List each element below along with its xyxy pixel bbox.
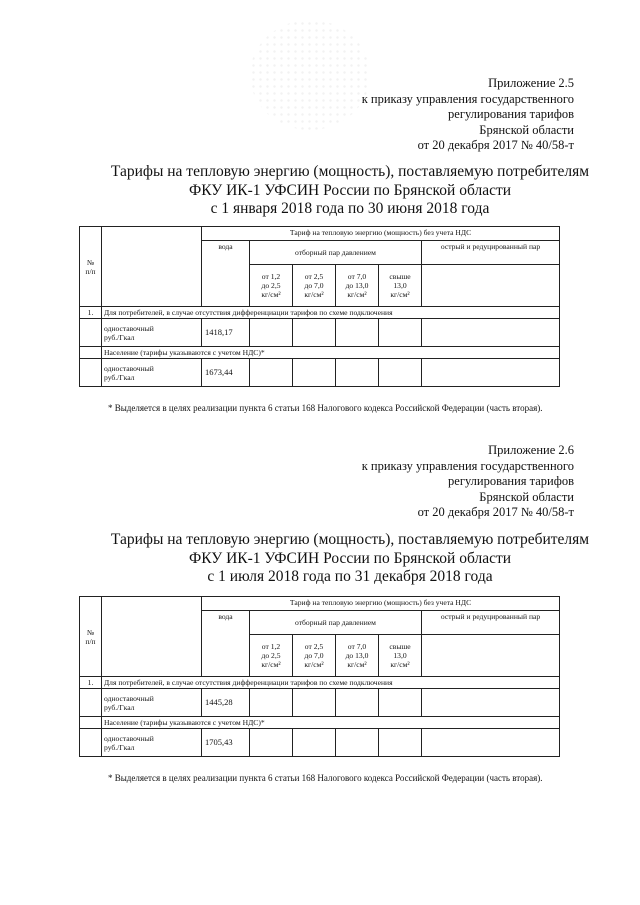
empty-cell [80,359,102,387]
population-water-value: 1705,43 [202,729,250,757]
empty-cell [336,319,379,347]
empty-cell [293,729,336,757]
pressure-header: от 2,5 до 7,0 кг/см² [293,635,336,677]
appendix-header-1 [362,76,574,154]
steam-header: отборный пар давлением [250,241,422,265]
water-header: вода [202,241,250,307]
pressure-header: от 1,2 до 2,5 кг/см² [250,265,293,307]
pressure-header: свыше 13,0 кг/см² [379,635,422,677]
empty-cell [250,319,293,347]
empty-cell [422,319,560,347]
population-water-value: 1673,44 [202,359,250,387]
consumers-water-value: 1418,17 [202,319,250,347]
appendix-number: Приложение 2.5 [488,76,574,90]
consumers-water-value: 1445,28 [202,689,250,717]
appendix-regulation-line: регулирования тарифов [448,474,574,488]
blank-header-cell [102,227,202,307]
empty-cell [336,689,379,717]
footnote-text: * Выделяется в целях реализации пункта 6 статьи 168 Налогового кодекса Российской Федерации (часть вторая). [108,773,543,783]
water-header: вода [202,611,250,677]
tariff-table-2 [79,596,560,757]
title-line: ФКУ ИК-1 УФСИН России по Брянской области [188,549,512,567]
appendix-date-line: от 20 декабря 2017 № 40/58-т [417,138,574,152]
title-line: с 1 июля 2018 года по 31 декабря 2018 года [207,568,493,585]
title-line: Тарифы на тепловую энергию (мощность), поставляемую потребителям [110,531,590,548]
empty-cell [422,359,560,387]
number-header: № п/п [80,227,102,307]
document-title-1 [60,163,640,219]
steam-header: отборный пар давлением [250,611,422,635]
footnote-1 [80,402,560,414]
sharp-steam-header: острый и редуцированный пар [422,241,560,265]
appendix-date-line: от 20 декабря 2017 № 40/58-т [417,505,574,519]
empty-cell [422,729,560,757]
appendix-number: Приложение 2.6 [488,443,574,457]
empty-cell [250,729,293,757]
footnote-text: * Выделяется в целях реализации пункта 6 статьи 168 Налогового кодекса Российской Федерации (часть вторая). [108,403,543,413]
appendix-region-line: Брянской области [479,489,574,504]
pressure-header: от 2,5 до 7,0 кг/см² [293,265,336,307]
title-line: Тарифы на тепловую энергию (мощность), поставляемую потребителям [110,163,590,180]
empty-cell [422,689,560,717]
empty-cell [379,689,422,717]
empty-cell [80,729,102,757]
blank-header-cell [102,597,202,677]
empty-cell [80,689,102,717]
row-number: 1. [80,307,102,319]
pressure-header: свыше 13,0 кг/см² [379,265,422,307]
empty-cell [293,319,336,347]
pressure-header: от 1,2 до 2,5 кг/см² [250,635,293,677]
consumers-label: Для потребителей, в случае отсутствия дифференциации тарифов по схеме подключения [102,677,560,689]
empty-cell [293,359,336,387]
empty-cell [80,319,102,347]
pressure-header: от 7,0 до 13,0 кг/см² [336,265,379,307]
tariff-header: Тариф на тепловую энергию (мощность) без учета НДС [202,227,560,241]
row-number: 1. [80,677,102,689]
empty-cell [379,729,422,757]
empty-cell [80,347,102,359]
population-label: Население (тарифы указываются с учетом НДС)* [102,347,560,359]
document-title-2 [60,531,640,587]
empty-cell [250,359,293,387]
pressure-header: от 7,0 до 13,0 кг/см² [336,635,379,677]
rate-label: одноставочный руб./Гкал [102,689,202,717]
empty-cell [250,689,293,717]
faint-stamp [250,20,370,130]
empty-cell [422,265,560,307]
rate-label: одноставочный руб./Гкал [102,729,202,757]
tariff-table-1 [79,226,560,387]
rate-label: одноставочный руб./Гкал [102,359,202,387]
empty-cell [336,359,379,387]
sharp-steam-header: острый и редуцированный пар [422,611,560,635]
empty-cell [379,319,422,347]
empty-cell [422,635,560,677]
empty-cell [293,689,336,717]
appendix-header-2 [362,443,574,521]
tariff-header: Тариф на тепловую энергию (мощность) без учета НДС [202,597,560,611]
appendix-region-line: Брянской области [479,122,574,137]
consumers-label: Для потребителей, в случае отсутствия дифференциации тарифов по схеме подключения [102,307,560,319]
appendix-regulation-line: регулирования тарифов [448,107,574,121]
empty-cell [379,359,422,387]
empty-cell [336,729,379,757]
title-line: ФКУ ИК-1 УФСИН России по Брянской области [188,181,512,199]
title-line: с 1 января 2018 года по 30 июня 2018 года [210,200,490,217]
empty-cell [80,717,102,729]
rate-label: одноставочный руб./Гкал [102,319,202,347]
population-label: Население (тарифы указываются с учетом НДС)* [102,717,560,729]
number-header: № п/п [80,597,102,677]
footnote-2 [80,772,560,784]
appendix-order-line: к приказу управления государственного [361,91,574,106]
appendix-order-line: к приказу управления государственного [361,458,574,473]
